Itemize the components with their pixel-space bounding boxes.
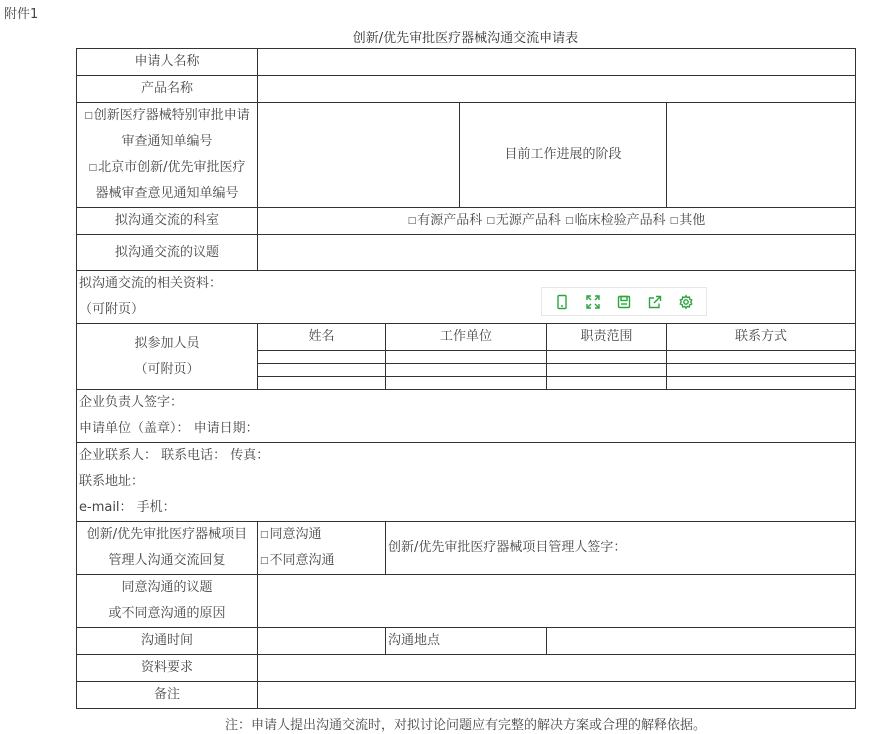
share-icon[interactable] <box>644 291 666 313</box>
application-form-table <box>76 48 856 709</box>
attendee-header-name: 姓名 <box>258 324 386 351</box>
materials-cell: 拟沟通交流的相关资料： （可附页） <box>77 271 856 324</box>
material-requirement-label: 资料要求 <box>77 655 258 682</box>
attendee-cell[interactable] <box>547 377 667 390</box>
attendee-cell[interactable] <box>386 377 547 390</box>
checkbox-icon[interactable]: □ <box>260 530 269 540</box>
attendee-cell[interactable] <box>667 364 856 377</box>
attendee-cell[interactable] <box>258 377 386 390</box>
agreed-topic-field[interactable] <box>258 575 856 628</box>
attendee-cell[interactable] <box>386 351 547 364</box>
attendee-header-unit: 工作单位 <box>386 324 547 351</box>
checkbox-icon[interactable]: □ <box>669 216 679 226</box>
material-requirement-field[interactable] <box>258 655 856 682</box>
phone-icon[interactable] <box>551 291 573 313</box>
signature-cell: 企业负责人签字： 申请单位（盖章）： 申请日期： <box>77 390 856 443</box>
attendee-cell[interactable] <box>667 351 856 364</box>
product-name-field[interactable] <box>258 76 856 103</box>
footnote: 注：申请人提出沟通交流时，对拟讨论问题应有完整的解决方案或合理的解释依据。 <box>224 718 706 733</box>
applicant-name-label: 申请人名称 <box>77 49 258 76</box>
checkbox-icon[interactable]: □ <box>84 111 93 121</box>
checkbox-icon[interactable]: □ <box>486 216 495 226</box>
progress-stage-field[interactable] <box>667 103 856 208</box>
settings-icon[interactable] <box>675 291 697 313</box>
form-title: 创新/优先审批医疗器械沟通交流申请表 <box>352 31 579 46</box>
topic-label: 拟沟通交流的议题 <box>77 235 258 271</box>
checkbox-icon[interactable]: □ <box>565 216 574 226</box>
reply-label: 创新/优先审批医疗器械项目 管理人沟通交流回复 <box>77 522 258 575</box>
department-label: 拟沟通交流的科室 <box>77 208 258 235</box>
attachment-label: 附件1 <box>4 7 39 22</box>
notice-number-label: □创新医疗器械特别审批申请 审查通知单编号 □北京市创新/优先审批医疗 器械审查意见通知单编号 <box>77 103 258 208</box>
attendees-label: 拟参加人员 （可附页） <box>77 324 258 390</box>
comm-time-label: 沟通时间 <box>77 628 258 655</box>
remarks-field[interactable] <box>258 682 856 709</box>
comm-place-label: 沟通地点 <box>386 628 547 655</box>
topic-field[interactable] <box>258 235 856 271</box>
reply-options: □同意沟通 □不同意沟通 <box>258 522 386 575</box>
attendee-cell[interactable] <box>258 351 386 364</box>
attendee-cell[interactable] <box>258 364 386 377</box>
expand-icon[interactable] <box>582 291 604 313</box>
applicant-name-field[interactable] <box>258 49 856 76</box>
remarks-label: 备注 <box>77 682 258 709</box>
contact-cell: 企业联系人： 联系电话： 传真： 联系地址： e-mail： 手机： <box>77 443 856 522</box>
attendee-cell[interactable] <box>547 351 667 364</box>
save-icon[interactable] <box>613 291 635 313</box>
comm-time-field[interactable] <box>258 628 386 655</box>
product-name-label: 产品名称 <box>77 76 258 103</box>
attendee-cell[interactable] <box>547 364 667 377</box>
attendee-cell[interactable] <box>386 364 547 377</box>
progress-stage-label: 目前工作进展的阶段 <box>460 103 667 208</box>
checkbox-icon[interactable]: □ <box>260 556 269 566</box>
comm-place-field[interactable] <box>547 628 856 655</box>
manager-signature-label: 创新/优先审批医疗器械项目管理人签字： <box>386 522 856 575</box>
department-options: □有源产品科 □无源产品科 □临床检验产品科 □其他 <box>258 208 856 235</box>
attendee-header-contact: 联系方式 <box>667 324 856 351</box>
agreed-topic-label: 同意沟通的议题 或不同意沟通的原因 <box>77 575 258 628</box>
notice-number-field[interactable] <box>258 103 460 208</box>
attendee-header-duty: 职责范围 <box>547 324 667 351</box>
attendee-cell[interactable] <box>667 377 856 390</box>
checkbox-icon[interactable]: □ <box>407 216 417 226</box>
floating-toolbar <box>541 287 707 316</box>
checkbox-icon[interactable]: □ <box>88 163 98 173</box>
